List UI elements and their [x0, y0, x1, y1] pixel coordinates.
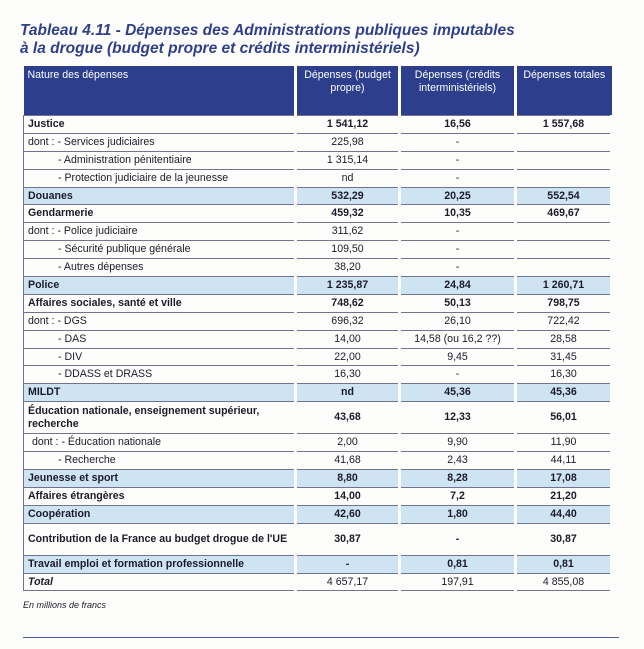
table-row — [24, 151, 612, 169]
cell-total: 30,87 — [516, 523, 612, 555]
row-label: - Autres dépenses — [24, 259, 296, 277]
row-label: - Administration pénitentiaire — [24, 151, 296, 169]
table-row — [24, 348, 612, 366]
cell-credits-interministeriels: 8,28 — [400, 470, 516, 488]
cell-budget-propre: 42,60 — [296, 505, 400, 523]
cell-budget-propre: 41,68 — [296, 452, 400, 470]
cell-budget-propre: 1 315,14 — [296, 151, 400, 169]
row-label: dont : - DGS — [24, 312, 296, 330]
row-label: - Recherche — [24, 452, 296, 470]
row-label: Affaires sociales, santé et ville — [24, 294, 296, 312]
table-row — [24, 366, 612, 384]
table-body — [24, 116, 612, 591]
cell-credits-interministeriels: 2,43 — [400, 452, 516, 470]
table-row — [24, 294, 612, 312]
cell-credits-interministeriels: - — [400, 366, 516, 384]
cell-total: 16,30 — [516, 366, 612, 384]
table-row — [24, 205, 612, 223]
cell-credits-interministeriels: 0,81 — [400, 555, 516, 573]
units-note: En millions de francs — [23, 600, 107, 610]
cell-credits-interministeriels: - — [400, 223, 516, 241]
header-depenses-totales: Dépenses totales — [516, 66, 612, 116]
cell-credits-interministeriels: - — [400, 169, 516, 187]
cell-credits-interministeriels: 7,2 — [400, 487, 516, 505]
cell-budget-propre: 311,62 — [296, 223, 400, 241]
cell-credits-interministeriels: 12,33 — [400, 402, 516, 434]
cell-budget-propre: - — [296, 555, 400, 573]
row-label: Gendarmerie — [24, 205, 296, 223]
row-label: Éducation nationale, enseignement supérieur, recherche — [24, 402, 296, 434]
row-label: dont : - Police judiciaire — [24, 223, 296, 241]
cell-total: 31,45 — [516, 348, 612, 366]
table-row — [24, 402, 612, 434]
row-label: Total — [24, 573, 296, 591]
cell-credits-interministeriels: - — [400, 523, 516, 555]
table-row — [24, 452, 612, 470]
row-label: - DDASS et DRASS — [24, 366, 296, 384]
table-row — [24, 505, 612, 523]
cell-budget-propre: 16,30 — [296, 366, 400, 384]
cell-budget-propre: 22,00 — [296, 348, 400, 366]
header-nature: Nature des dépenses — [24, 66, 296, 116]
table-row — [24, 241, 612, 259]
cell-total: 4 855,08 — [516, 573, 612, 591]
footer-rule — [23, 637, 619, 638]
cell-total: 56,01 — [516, 402, 612, 434]
expenses-table — [23, 66, 613, 591]
table-row — [24, 573, 612, 591]
cell-budget-propre: 109,50 — [296, 241, 400, 259]
cell-total: 17,08 — [516, 470, 612, 488]
cell-budget-propre: 4 657,17 — [296, 573, 400, 591]
cell-budget-propre: nd — [296, 169, 400, 187]
row-label: dont : - Services judiciaires — [24, 133, 296, 151]
table-row — [24, 312, 612, 330]
cell-budget-propre: nd — [296, 384, 400, 402]
cell-credits-interministeriels: 24,84 — [400, 277, 516, 295]
cell-total: 45,36 — [516, 384, 612, 402]
table-row — [24, 116, 612, 134]
cell-credits-interministeriels: 197,91 — [400, 573, 516, 591]
cell-total: 21,20 — [516, 487, 612, 505]
cell-total: 11,90 — [516, 434, 612, 452]
cell-budget-propre: 30,87 — [296, 523, 400, 555]
table-row — [24, 187, 612, 205]
table-row — [24, 133, 612, 151]
cell-budget-propre: 14,00 — [296, 487, 400, 505]
row-label: - DAS — [24, 330, 296, 348]
cell-budget-propre: 2,00 — [296, 434, 400, 452]
cell-total — [516, 223, 612, 241]
cell-credits-interministeriels: - — [400, 241, 516, 259]
row-label: - DIV — [24, 348, 296, 366]
cell-credits-interministeriels: 50,13 — [400, 294, 516, 312]
table-title — [20, 22, 620, 58]
table-row — [24, 277, 612, 295]
cell-credits-interministeriels: 9,90 — [400, 434, 516, 452]
row-label: - Protection judiciaire de la jeunesse — [24, 169, 296, 187]
cell-credits-interministeriels: 1,80 — [400, 505, 516, 523]
table-row — [24, 223, 612, 241]
row-label: Justice — [24, 116, 296, 134]
row-label: dont : - Éducation nationale — [24, 434, 296, 452]
cell-budget-propre: 14,00 — [296, 330, 400, 348]
cell-total — [516, 259, 612, 277]
table-title-line-2: à la drogue (budget propre et crédits interministériels) — [20, 40, 420, 57]
cell-budget-propre: 8,80 — [296, 470, 400, 488]
cell-credits-interministeriels: - — [400, 151, 516, 169]
cell-total: 1 557,68 — [516, 116, 612, 134]
table-row — [24, 330, 612, 348]
cell-credits-interministeriels: 9,45 — [400, 348, 516, 366]
cell-total: 28,58 — [516, 330, 612, 348]
table-row — [24, 487, 612, 505]
cell-total: 0,81 — [516, 555, 612, 573]
cell-credits-interministeriels: 14,58 (ou 16,2 ??) — [400, 330, 516, 348]
cell-budget-propre: 1 541,12 — [296, 116, 400, 134]
cell-credits-interministeriels: - — [400, 133, 516, 151]
table-row — [24, 384, 612, 402]
row-label: Douanes — [24, 187, 296, 205]
row-label: Contribution de la France au budget drogue de l'UE — [24, 523, 296, 555]
cell-total — [516, 241, 612, 259]
table-row — [24, 434, 612, 452]
cell-total — [516, 133, 612, 151]
row-label: MILDT — [24, 384, 296, 402]
cell-budget-propre: 1 235,87 — [296, 277, 400, 295]
cell-credits-interministeriels: - — [400, 259, 516, 277]
cell-budget-propre: 38,20 — [296, 259, 400, 277]
cell-credits-interministeriels: 10,35 — [400, 205, 516, 223]
cell-total: 722,42 — [516, 312, 612, 330]
cell-budget-propre: 459,32 — [296, 205, 400, 223]
table-row — [24, 555, 612, 573]
cell-budget-propre: 43,68 — [296, 402, 400, 434]
cell-credits-interministeriels: 45,36 — [400, 384, 516, 402]
header-budget-propre: Dépenses (budget propre) — [296, 66, 400, 116]
cell-credits-interministeriels: 16,56 — [400, 116, 516, 134]
cell-total: 469,67 — [516, 205, 612, 223]
table-row — [24, 259, 612, 277]
row-label: Travail emploi et formation professionnelle — [24, 555, 296, 573]
table-row — [24, 523, 612, 555]
cell-credits-interministeriels: 26,10 — [400, 312, 516, 330]
table-row — [24, 470, 612, 488]
cell-total: 798,75 — [516, 294, 612, 312]
row-label: Coopération — [24, 505, 296, 523]
cell-budget-propre: 748,62 — [296, 294, 400, 312]
header-credits-interministeriels: Dépenses (crédits interministériels) — [400, 66, 516, 116]
cell-total: 552,54 — [516, 187, 612, 205]
cell-credits-interministeriels: 20,25 — [400, 187, 516, 205]
cell-budget-propre: 225,98 — [296, 133, 400, 151]
cell-budget-propre: 696,32 — [296, 312, 400, 330]
cell-total — [516, 169, 612, 187]
cell-budget-propre: 532,29 — [296, 187, 400, 205]
cell-total — [516, 151, 612, 169]
cell-total: 44,11 — [516, 452, 612, 470]
row-label: Affaires étrangères — [24, 487, 296, 505]
table-title-line-1: Tableau 4.11 - Dépenses des Administrations publiques imputables — [20, 22, 515, 39]
table-row — [24, 169, 612, 187]
header-row — [24, 66, 612, 116]
cell-total: 44,40 — [516, 505, 612, 523]
row-label: - Sécurité publique générale — [24, 241, 296, 259]
row-label: Police — [24, 277, 296, 295]
row-label: Jeunesse et sport — [24, 470, 296, 488]
cell-total: 1 260,71 — [516, 277, 612, 295]
